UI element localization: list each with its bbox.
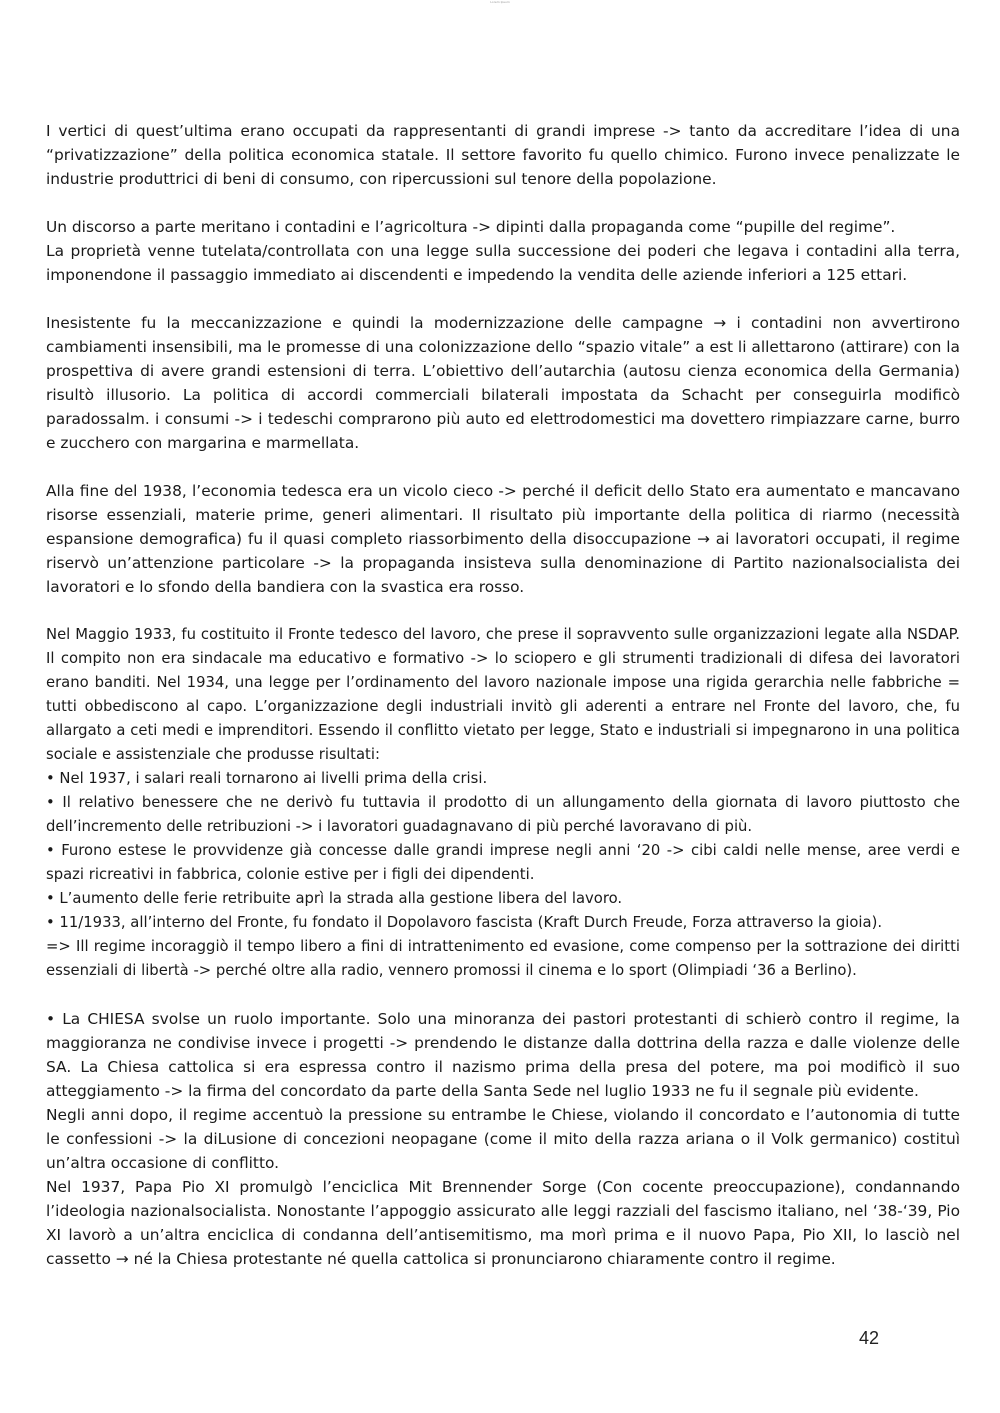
bullet-item: • Nel 1937, i salari reali tornarono ai livelli prima della crisi. — [46, 770, 488, 787]
conclusion-line: => Ill regime incoraggiò il tempo libero a fini di intrattenimento ed evasione, come compenso per la sottrazione dei diritti essenziali di libertà -> perché oltre alla radio, vennero promossi il cinema e lo sport (Olimpiadi ‘36 a Berlino). — [46, 938, 960, 979]
paragraph: Nel 1937, Papa Pio XI promulgò l’enciclica Mit Brennender Sorge (Con cocente preoccupazione), condannando l’ideologia nazionalsocialista. Nonostante l’appoggio assicurato alle leggi razziali del fascismo italiano, nel ‘38-‘39, Pio XI lavorò a un’altra enciclica di condanna dell’antisemitismo, ma morì prima e il nuovo Papa, Pio XII, lo lasciò nel cassetto → né la Chiesa protestante né quella cattolica si pronunciarono chiaramente contro il regime. — [46, 1178, 960, 1268]
page-body — [46, 119, 960, 1271]
paragraph: Inesistente fu la meccanizzazione e quindi la modernizzazione delle campagne → i contadini non avvertirono cambiamenti insensibili, ma le promesse di una colonizzazione dello “spazio vitale” a est li allettarono (attirare) con la prospettiva di avere grandi estensioni di terra. L’obiettivo dell’autarchia (autosu cienza economica della Germania) risultò illusorio. La politica di accordi commerciali bilaterali impostata da Schacht per conseguirla modificò paradossalm. i consumi -> i tedeschi comprarono più auto ed elettrodomestici ma dovettero rimpiazzare carne, burro e zucchero con margarina e marmellata. — [46, 314, 960, 452]
bullet-item: • L’aumento delle ferie retribuite aprì la strada alla gestione libera del lavoro. — [46, 890, 623, 907]
bullet-item: • Il relativo benessere che ne derivò fu tuttavia il prodotto di un allungamento della giornata di lavoro piuttosto che dell’incremento delle retribuzioni -> i lavoratori guadagnavano di più perché lavoravano di più. — [46, 794, 960, 835]
bullet-item: • 11/1933, all’interno del Fronte, fu fondato il Dopolavoro fascista (Kraft Durch Freude, Forza attraverso la gioia). — [46, 914, 883, 931]
bullet-item: • Furono estese le provvidenze già concesse dalle grandi imprese negli anni ‘20 -> cibi caldi nelle mense, aree verdi e spazi ricreativi in fabbrica, colonie estive per i figli dei dipendenti. — [46, 842, 960, 883]
paragraph: Alla fine del 1938, l’economia tedesca era un vicolo cieco -> perché il deficit dello Stato era aumentato e mancavano risorse essenziali, materie prime, generi alimentari. Il risultato più importante della politica di riarmo (necessità espansione demografica) fu il quasi completo riassorbimento della disoccupazione → ai lavoratori occupati, il regime riservò un’attenzione particolare -> la propaganda insisteva sulla denominazione di Partito nazionalsocialista dei lavoratori e lo sfondo della bandiera con la svastica era rosso. — [46, 482, 960, 596]
paragraph: • La CHIESA svolse un ruolo importante. Solo una minoranza dei pastori protestanti di schierò contro il regime, la maggioranza ne condivise invece i progetti -> prendendo le distanze dalla dottrina della razza e dalle violenze delle SA. La Chiesa cattolica si era espressa contro il nazismo prima della presa del potere, ma poi modificò il suo atteggiamento -> la firma del concordato da parte della Santa Sede nel luglio 1933 ne fu il segnale più evidente. — [46, 1010, 960, 1100]
paragraph: Un discorso a parte meritano i contadini e l’agricoltura -> dipinti dalla propaganda come “pupille del regime”. — [46, 218, 896, 236]
paragraph: Nel Maggio 1933, fu costituito il Fronte tedesco del lavoro, che prese il sopravvento sulle organizzazioni legate alla NSDAP. Il compito non era sindacale ma educativo e formativo -> lo sciopero e gli strumenti tradizionali di difesa dei lavoratori erano banditi. Nel 1934, una legge per l’ordinamento del lavoro nazionale impose una rigida gerarchia nelle fabbriche = tutti obbediscono al capo. L’organizzazione degli industriali invitò gli aderenti a entrare nel Fronte del lavoro, che, fu allargato a ceti medi e imprenditori. Essendo il conflitto vietato per legge, Stato e industriali si impegnarono in una politica sociale e assistenziale che produsse risultati: — [46, 626, 960, 763]
page-number: 42 — [858, 1328, 879, 1348]
header-mark: Lorem Ipsum — [490, 0, 510, 4]
paragraph: I vertici di quest’ultima erano occupati da rappresentanti di grandi imprese -> tanto da accreditare l’idea di una “privatizzazione” della politica economica statale. Il settore favorito fu quello chimico. Furono invece penalizzate le industrie produttrici di beni di consumo, con ripercussioni sul tenore della popolazione. — [46, 122, 960, 188]
paragraph: La proprietà venne tutelata/controllata con una legge sulla successione dei poderi che legava i contadini alla terra, imponendone il passaggio immediato ai discendenti e impedendo la vendita delle aziende inferiori a 125 ettari. — [46, 242, 960, 284]
paragraph: Negli anni dopo, il regime accentuò la pressione su entrambe le Chiese, violando il concordato e l’autonomia di tutte le confessioni -> la diLusione di concezioni neopagane (come il mito della razza ariana o il Volk germanico) costituì un’altra occasione di conflitto. — [46, 1106, 960, 1172]
